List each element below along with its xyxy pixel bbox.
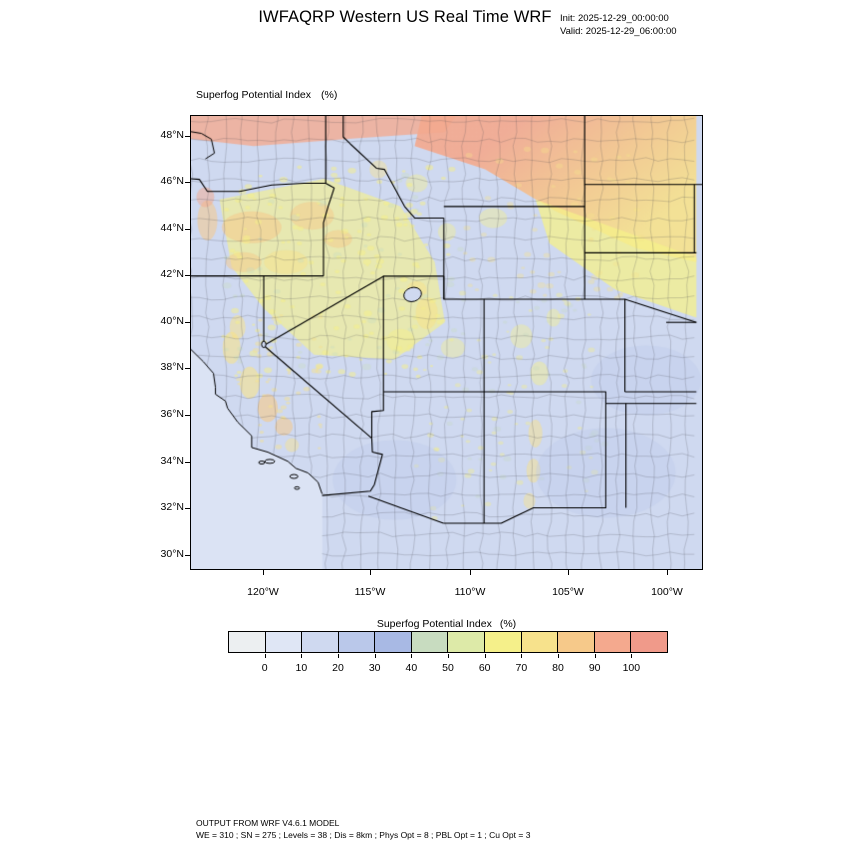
colorbar-units: (%) [499,618,517,630]
lat-tick-48n [185,136,190,137]
lat-tick-30n [185,555,190,556]
lat-tick-36n [185,415,190,416]
footer-line-2: WE = 310 ; SN = 275 ; Levels = 38 ; Dis = 8km ; Phys Opt = 8 ; PBL Opt = 1 ; Cu Opt = 3 [196,829,531,840]
plot-field-caption [196,89,337,101]
colorbar-swatch-11 [631,632,667,652]
lon-tick-115w [370,570,371,575]
colorbar-tick-10: 10 [295,662,308,674]
lon-tick-100w [667,570,668,575]
colorbar-tick-0: 0 [261,662,268,674]
colorbar-tickmark-0 [265,654,266,658]
colorbar-swatch-10 [595,632,632,652]
lon-label-100w: 100°W [651,586,683,598]
colorbar-tick-20: 20 [332,662,344,674]
colorbar-tickmark-10 [301,654,302,658]
lat-label-30n: 30°N [160,548,184,560]
model-output-footer [196,818,530,841]
colorbar-swatch-9 [558,632,595,652]
colorbar-tickmark-60 [485,654,486,658]
colorbar-swatch-1 [266,632,303,652]
colorbar-swatch-3 [339,632,376,652]
colorbar-tick-90: 90 [588,662,601,674]
lat-tick-32n [185,508,190,509]
lon-tick-110w [470,570,471,575]
lon-label-120w: 120°W [247,586,279,598]
colorbar-tick-50: 50 [442,662,454,674]
colorbar-tick-70: 70 [515,662,528,674]
lat-label-38n: 38°N [160,361,184,373]
lon-tick-120w [263,570,264,575]
lat-tick-42n [185,275,190,276]
colorbar-swatch-8 [522,632,559,652]
colorbar-tickmark-20 [338,654,339,658]
lat-label-44n: 44°N [160,222,184,234]
lon-label-115w: 115°W [354,586,386,598]
colorbar-tick-labels [228,654,668,672]
colorbar-swatch-2 [302,632,339,652]
lon-label-110w: 110°W [454,586,486,598]
page-title: IWFAQRP Western US Real Time WRF [258,8,552,26]
footer-line-1: OUTPUT FROM WRF V4.6.1 MODEL [196,818,340,828]
plot-field-units: (%) [321,89,338,101]
lat-tick-44n [185,229,190,230]
colorbar [228,631,668,653]
colorbar-tick-100: 100 [622,662,641,674]
model-time-block [560,13,677,38]
lat-label-46n: 46°N [160,175,184,187]
lat-label-36n: 36°N [160,408,184,420]
colorbar-title [190,618,703,630]
lat-label-32n: 32°N [160,501,184,513]
colorbar-swatch-4 [375,632,412,652]
lon-tick-105w [568,570,569,575]
lat-tick-34n [185,462,190,463]
colorbar-tick-60: 60 [478,662,491,674]
colorbar-swatch-5 [412,632,449,652]
map-canvas [191,116,702,569]
lat-label-34n: 34°N [160,455,184,467]
lat-tick-38n [185,368,190,369]
colorbar-swatch-0 [229,632,266,652]
colorbar-tickmark-40 [411,654,412,658]
plot-field-name: Superfog Potential Index [196,89,311,101]
colorbar-tickmark-80 [558,654,559,658]
lat-tick-46n [185,182,190,183]
colorbar-title-text: Superfog Potential Index [376,618,492,630]
lat-label-40n: 40°N [160,315,184,327]
colorbar-tickmark-90 [595,654,596,658]
init-time-label: Init: 2025-12-29_00:00:00 [560,13,669,24]
colorbar-tick-80: 80 [552,662,564,674]
lon-label-105w: 105°W [552,586,584,598]
colorbar-tick-30: 30 [368,662,381,674]
lat-label-42n: 42°N [160,268,184,280]
colorbar-tickmark-100 [631,654,632,658]
map-plot-area [190,115,703,570]
colorbar-tick-40: 40 [405,662,418,674]
lat-tick-40n [185,322,190,323]
colorbar-tickmark-70 [521,654,522,658]
valid-time-label: Valid: 2025-12-29_06:00:00 [560,25,677,37]
colorbar-tickmark-50 [448,654,449,658]
lat-label-48n: 48°N [160,129,184,141]
colorbar-tickmark-30 [375,654,376,658]
colorbar-swatch-6 [448,632,485,652]
colorbar-swatch-7 [485,632,522,652]
